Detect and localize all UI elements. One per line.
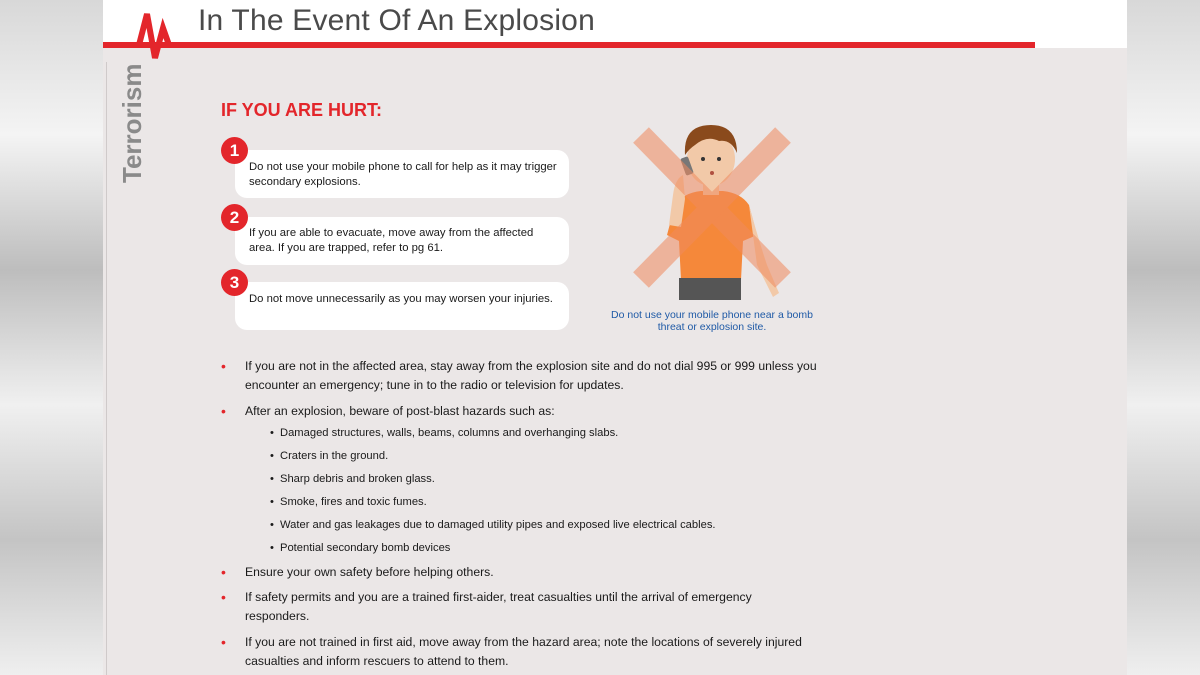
bullet-dot: • (221, 634, 226, 650)
bullet-text-3: Ensure your own safety before helping others. (245, 565, 494, 579)
step-badge-1: 1 (221, 137, 248, 164)
hazard-item-5: • Water and gas leakages due to damaged utility pipes and exposed live electrical cables. (270, 519, 716, 531)
step-card-1 (235, 150, 569, 198)
hurt-heading: IF YOU ARE HURT: (221, 100, 383, 120)
step-card-2 (235, 217, 569, 265)
person-on-phone-crossed-out-icon (623, 115, 798, 305)
bullet-dot: • (221, 564, 226, 580)
step-text-2: If you are able to evacuate, move away from the affected area. If you are trapped, refer to pg 61. (249, 227, 534, 254)
hazard-item-6: • Potential secondary bomb devices (270, 542, 451, 554)
header-rule (103, 42, 1035, 48)
bullet-text-5: If you are not trained in first aid, move away from the hazard area; note the locations of severely injured casualties and inform rescuers to attend to them. (245, 635, 802, 668)
hazard-item-2: • Craters in the ground. (270, 450, 389, 462)
bullet-text-2: After an explosion, beware of post-blast hazards such as: (245, 404, 555, 418)
step-badge-2: 2 (221, 204, 248, 231)
hazard-text-1: Damaged structures, walls, beams, columns and overhanging slabs. (280, 427, 619, 439)
step-text-3: Do not move unnecessarily as you may worsen your injuries. (249, 293, 553, 305)
bullet-dot: • (221, 589, 226, 605)
page-title: In The Event Of An Explosion (198, 4, 595, 37)
bullet-text-4: If safety permits and you are a trained first-aider, treat casualties until the arrival of emergency responders. (245, 590, 752, 623)
hazard-text-2: Craters in the ground. (280, 450, 389, 462)
hazard-item-3: • Sharp debris and broken glass. (270, 473, 435, 485)
document-page (103, 0, 1127, 675)
hazard-item-4: • Smoke, fires and toxic fumes. (270, 496, 427, 508)
step-card-3 (235, 282, 569, 330)
illustration-caption: Do not use your mobile phone near a bomb threat or explosion site. (611, 309, 813, 333)
side-divider (106, 62, 107, 675)
hazard-text-5: Water and gas leakages due to damaged utility pipes and exposed live electrical cables. (280, 519, 716, 531)
bullet-text-1: If you are not in the affected area, stay away from the explosion site and do not dial 995 or 999 unless you encounter an emergency; tune in to the radio or television for updates. (245, 359, 817, 392)
hazard-item-1: • Damaged structures, walls, beams, columns and overhanging slabs. (270, 427, 619, 439)
bullet-dot: • (221, 358, 226, 374)
step-badge-3: 3 (221, 269, 248, 296)
hazard-text-3: Sharp debris and broken glass. (280, 473, 435, 485)
step-text-1: Do not use your mobile phone to call for help as it may trigger secondary explosions. (249, 161, 557, 188)
bullet-dot: • (221, 403, 226, 419)
section-side-label: Terrorism (117, 63, 147, 183)
hazard-text-6: Potential secondary bomb devices (280, 542, 451, 554)
hazard-text-4: Smoke, fires and toxic fumes. (280, 496, 427, 508)
